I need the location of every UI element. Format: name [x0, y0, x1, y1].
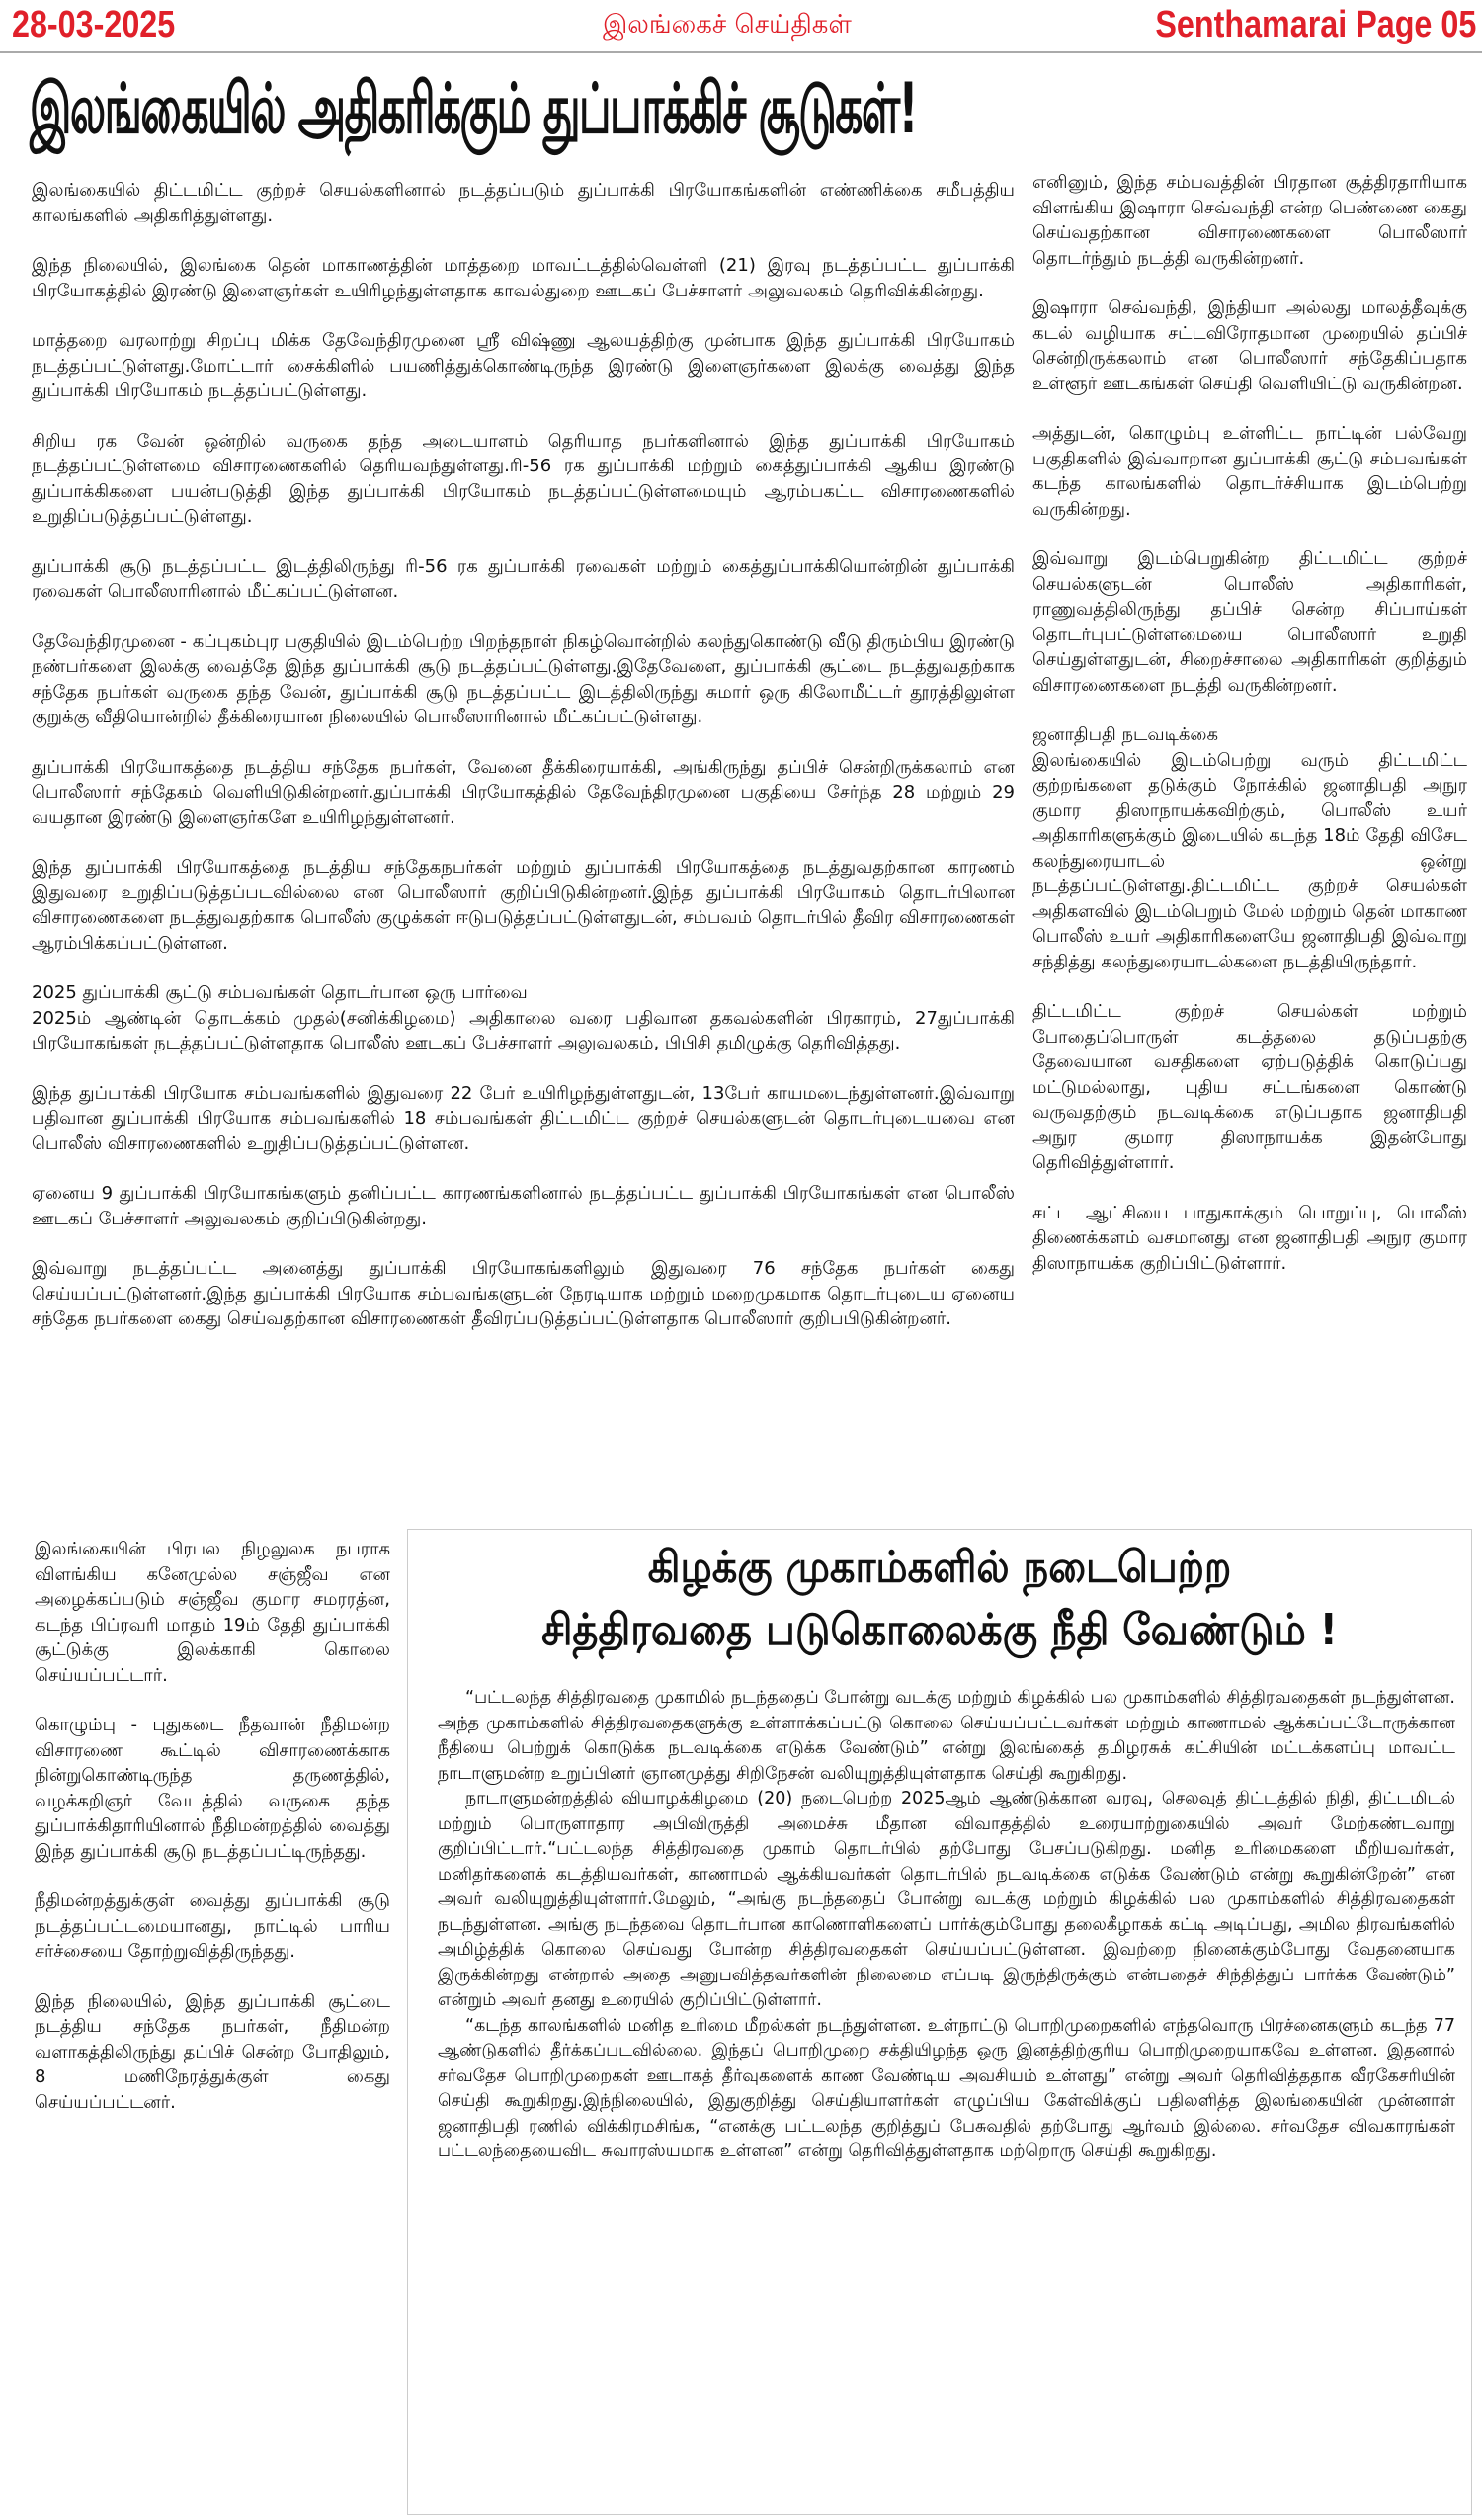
paragraph: மாத்தறை வரலாற்று சிறப்பு மிக்க தேவேந்திரமுனை ஸ்ரீ விஷ்ணு ஆலயத்திற்கு முன்பாக இந்த துப்பாக்கி பிரயோகம் நடத்தப்பட்டுள்ளது.மோட்டார் சைக்கிளில் பயணித்துக்கொண்டிருந்த இரண்டு இளைஞர்களை இலக்கு வைத்து இந்த துப்பாக்கி பிரயோகம் நடத்தப்பட்டுள்ளது.	[32, 330, 1015, 401]
paragraph: இஷாரா செவ்வந்தி, இந்தியா அல்லது மாலத்தீவுக்கு கடல் வழியாக சட்டவிரோதமான முறையில் தப்பிச் சென்றிருக்கலாம் என பொலீஸார் சந்தேகிப்பதாக உள்ளூர் ஊடகங்கள் செய்தி வெளியிட்டு வருகின்றன.	[1032, 297, 1467, 394]
lower-left-column-body	[35, 1537, 390, 2140]
paragraph: இந்த துப்பாக்கி பிரயோகத்தை நடத்திய சந்தேகநபர்கள் மற்றும் துப்பாக்கி பிரயோகத்தை நடத்துவதற்கான காரணம் இதுவரை உறுதிப்படுத்தப்படவில்லை என பொலீஸார் குறிப்பிடுகின்றனர்.இந்த துப்பாக்கி பிரயோகம் தொடர்பிலான விசாரணைகளை நடத்துவதற்காக பொலீஸ் குழுக்கள் ஈடுபடுத்தப்பட்டுள்ளதுடன், சம்பவம் தொடர்பில் தீவிர விசாரணைகள் ஆரம்பிக்கப்பட்டுள்ளன.	[32, 857, 1015, 954]
boxed-headline-line2: சித்திரவதை படுகொலைக்கு நீதி வேண்டும் !	[541, 1605, 1338, 1656]
paragraph: நீதிமன்றத்துக்குள் வைத்து துப்பாக்கி சூடு நடத்தப்பட்டமையானது, நாட்டில் பாரிய சர்ச்சையை தோற்றுவித்திருந்தது.	[35, 1890, 390, 1962]
main-headline: இலங்கையில் அதிகரிக்கும் துப்பாக்கிச் சூடுகள்!	[30, 69, 917, 150]
paragraph: சட்ட ஆட்சியை பாதுகாக்கும் பொறுப்பு, பொலீஸ் திணைக்களம் வசமானது என ஜனாதிபதி அநுர குமார திஸாநாயக்க குறிப்பிட்டுள்ளார்.	[1032, 1202, 1467, 1274]
paragraph: “பட்டலந்த சித்திரவதை முகாமில் நடந்ததைப் போன்று வடக்கு மற்றும் கிழக்கில் பல முகாம்களில் சித்திரவதைகள் நடந்துள்ளன. அந்த முகாம்களில் சித்திரவதைகளுக்கு உள்ளாக்கப்பட்டு கொலை செய்யப்பட்டவர்கள் மற்றும் காணாமல் ஆக்கப்பட்டோருக்கான நீதியை பெற்றுக் கொடுக்க நடவடிக்கை எடுக்க வேண்டும்” என்று இலங்கைத் தமிழரசுக் கட்சியின் மட்டக்களப்பு மாவட்ட நாடாளுமன்ற உறுப்பினர் ஞானமுத்து சிறிநேசன் வலியுறுத்தியுள்ளதாக செய்தி கூறுகிறது.	[438, 1688, 1455, 1784]
paper-page: Senthamarai Page 05	[1155, 4, 1476, 45]
paragraph: கொழும்பு - புதுகடை நீதவான் நீதிமன்ற விசாரணை கூட்டில் விசாரணைக்காக நின்றுகொண்டிருந்த தருணத்தில், வழக்கறிஞர் வேடத்தில் வருகை தந்த துப்பாக்கிதாரியினால் நீதிமன்றத்தில் வைத்து இந்த துப்பாக்கி சூடு நடத்தப்பட்டிருந்தது.	[35, 1715, 390, 1862]
paragraph: எனினும், இந்த சம்பவத்தின் பிரதான சூத்திரதாரியாக விளங்கிய இஷாரா செவ்வந்தி என்ற பெண்ணை கைது செய்வதற்கான விசாரணைகளை பொலீஸார் தொடர்ந்தும் நடத்தி வருகின்றனர்.	[1032, 172, 1467, 269]
section-title: இலங்கைச் செய்திகள்	[603, 10, 852, 40]
paragraph: இலங்கையில் திட்டமிட்ட குற்றச் செயல்களினால் நடத்தப்படும் துப்பாக்கி பிரயோகங்களின் எண்ணிக்கை சமீபத்திய காலங்களில் அதிகரித்துள்ளது.	[32, 180, 1015, 226]
paragraph: இலங்கையின் பிரபல நிழலுலக நபராக விளங்கிய கனேமுல்ல சஞ்ஜீவ என அழைக்கப்படும் சஞ்ஜீவ குமார சமரரத்ன, கடந்த பிப்ரவரி மாதம் 19ம் தேதி துப்பாக்கி சூட்டுக்கு இலக்காகி கொலை செய்யப்பட்டார்.	[35, 1539, 390, 1686]
right-column-body	[1032, 170, 1467, 1301]
paragraph: இந்த நிலையில், இலங்கை தென் மாகாணத்தின் மாத்தறை மாவட்டத்தில்வெள்ளி (21) இரவு நடத்தப்பட்ட துப்பாக்கி பிரயோகத்தில் இரண்டு இளைஞர்கள் உயிரிழந்துள்ளதாக காவல்துறை ஊடகப் பேச்சாளர் அலுவலகம் தெரிவிக்கின்றது.	[32, 255, 1015, 301]
page-header	[0, 0, 1482, 53]
paragraph: “கடந்த காலங்களில் மனித உரிமை மீறல்கள் நடந்துள்ளன. உள்நாட்டு பொறிமுறைகளில் எந்தவொரு பிரச்னைகளும் கடந்த 77 ஆண்டுகளில் தீர்க்கப்படவில்லை. இந்தப் பொறிமுறை சக்தியிழந்த ஒரு இனத்திற்குரிய பொறிமுறையாகவே உள்ளன. இதனால் சர்வதேச பொறிமுறைகள் ஊடாகத் தீர்வுகளைக் காண வேண்டிய அவசியம் உள்ளது” என்று அவர் தெரிவித்ததாக வீரகேசரியின் செய்தி கூறுகிறது.இந்நிலையில், இதுகுறித்து செய்தியாளர்கள் எழுப்பிய கேள்விக்குப் பதிலளித்த இலங்கையின் முன்னாள் ஜனாதிபதி ரணில் விக்கிரமசிங்க, “எனக்கு பட்டலந்த குறித்துப் பேசுவதில் தற்போது ஆர்வம் இல்லை. சர்வதேச விவகாரங்கள் பட்டலந்தையைவிட சுவாரஸ்யமாக உள்ளன” என்று தெரிவித்துள்ளதாக மற்றொரு செய்தி கூறுகிறது.	[438, 2015, 1455, 2161]
paragraph: இவ்வாறு இடம்பெறுகின்ற திட்டமிட்ட குற்றச் செயல்களுடன் பொலீஸ் அதிகாரிகள், ராணுவத்திலிருந்து தப்பிச் சென்ற சிப்பாய்கள் தொடர்புபட்டுள்ளமையை பொலீஸார் உறுதி செய்துள்ளதுடன், சிறைச்சாலை அதிகாரிகள் குறித்தும் விசாரணைகளை நடத்தி வருகின்றனர்.	[1032, 548, 1467, 696]
issue-date: 28-03-2025	[12, 4, 176, 45]
paragraph: 2025 துப்பாக்கி சூட்டு சம்பவங்கள் தொடர்பான ஒரு பார்வை 2025ம் ஆண்டின் தொடக்கம் முதல்(சனிக்கிழமை) அதிகாலை வரை பதிவான தகவல்களின் பிரகாரம், 27துப்பாக்கி பிரயோகங்கள் நடத்தப்பட்டுள்ளதாக பொலீஸ் ஊடகப் பேச்சாளர் அலுவலகம், பிபிசி தமிழுக்கு தெரிவித்தது.	[32, 982, 1015, 1053]
paragraph: நாடாளுமன்றத்தில் வியாழக்கிழமை (20) நடைபெற்ற 2025ஆம் ஆண்டுக்கான வரவு, செலவுத் திட்டத்தில் நிதி, திட்டமிடல் மற்றும் பொருளாதார அபிவிருத்தி அமைச்சு மீதான விவாதத்தில் உரையாற்றுகையில் அவர் மேற்கண்டவாறு குறிப்பிட்டார்.“பட்டலந்த சித்திரவதை முகாம் தொடர்பில் தற்போது பேசப்படுகிறது. மனித உரிமைகளை மீறியவர்கள், மனிதர்களைக் கடத்தியவர்கள், காணாமல் ஆக்கியவர்கள் தொடர்பில் நடவடிக்கை எடுக்க வேண்டும் என்று கூறுகின்றேன்” என அவர் வலியுறுத்தியுள்ளார்.மேலும், “அங்கு நடந்ததைப் போன்று வடக்கு மற்றும் கிழக்கில் பல முகாம்களில் சித்திரவதைகள் நடந்துள்ளன. அங்கு நடந்தவை தொடர்பான காணொளிகளைப் பார்க்கும்போது தலைகீழாகக் கட்டி அடிப்பது, அமில திரவங்களில் அமிழ்த்திக் கொலை செய்வது போன்ற சித்திரவதைகள் செய்யப்பட்டுள்ளன. இவற்றை நினைக்கும்போது வேதனையாக இருக்கின்றது என்றால் அதை அனுபவித்தவர்களின் நிலைமை எப்படி இருந்திருக்கும் என்பதைச் சிந்தித்துப் பார்க்க வேண்டும்” என்றும் அவர் தனது உரையில் குறிப்பிட்டுள்ளார்.	[438, 1789, 1455, 2010]
paragraph: திட்டமிட்ட குற்றச் செயல்கள் மற்றும் போதைப்பொருள் கடத்தலை தடுப்பதற்கு தேவையான வசதிகளை ஏற்படுத்திக் கொடுப்பது மட்டுமல்லாது, புதிய சட்டங்களை கொண்டு வருவதற்கும் நடவடிக்கை எடுப்பதாக ஜனாதிபதி அநுர குமார திஸாநாயக்க இதன்போது தெரிவித்துள்ளார்.	[1032, 1001, 1467, 1173]
paragraph: சிறிய ரக வேன் ஒன்றில் வருகை தந்த அடையாளம் தெரியாத நபர்களினால் இந்த துப்பாக்கி பிரயோகம் நடத்தப்பட்டுள்ளமை விசாரணைகளில் தெரியவந்துள்ளது.ரி-56 ரக துப்பாக்கி மற்றும் கைத்துப்பாக்கி ஆகிய இரண்டு துப்பாக்கிகளை பயன்படுத்தி இந்த துப்பாக்கி பிரயோகம் நடத்தப்பட்டுள்ளமையும் ஆரம்பகட்ட விசாரணைகளில் உறுதிப்படுத்தப்பட்டுள்ளது.	[32, 430, 1015, 527]
paragraph: இந்த நிலையில், இந்த துப்பாக்கி சூட்டை நடத்திய சந்தேக நபர்கள், நீதிமன்ற வளாகத்திலிருந்து தப்பிச் சென்ற போதிலும், 8 மணிநேரத்துக்குள் கைது செய்யப்பட்டனர்.	[35, 1990, 390, 2113]
paragraph: ஜனாதிபதி நடவடிக்கை இலங்கையில் இடம்பெற்று வரும் திட்டமிட்ட குற்றங்களை தடுக்கும் நோக்கில் ஜனாதிபதி அநுர குமார திஸாநாயக்கவிற்கும், பொலீஸ் உயர் அதிகாரிகளுக்கும் இடையில் கடந்த 18ம் தேதி விசேட கலந்துரையாடல் ஒன்று நடத்தப்பட்டுள்ளது.திட்டமிட்ட குற்றச் செயல்கள் அதிகளவில் இடம்பெறும் மேல் மற்றும் தென் மாகாண பொலீஸ் உயர் அதிகாரிகளையே ஜனாதிபதி இவ்வாறு சந்தித்து கலந்துரையாடல்களை நடத்தியிருந்தார்.	[1032, 724, 1467, 972]
paragraph: துப்பாக்கி சூடு நடத்தப்பட்ட இடத்திலிருந்து ரி-56 ரக துப்பாக்கி ரவைகள் மற்றும் கைத்துப்பாக்கியொன்றின் துப்பாக்கி ரவைகள் பொலீஸாரினால் மீட்கப்பட்டுள்ளன.	[32, 555, 1015, 602]
paragraph: இந்த துப்பாக்கி பிரயோக சம்பவங்களில் இதுவரை 22 பேர் உயிரிழந்துள்ளதுடன், 13பேர் காயமடைந்துள்ளனர்.இவ்வாறு பதிவான துப்பாக்கி பிரயோக சம்பவங்களில் 18 சம்பவங்கள் திட்டமிட்ட குற்றச் செயல்களுடன் தொடர்புடையவை என பொலீஸ் விசாரணைகளில் உறுதிப்படுத்தப்பட்டுள்ளன.	[32, 1082, 1015, 1154]
paragraph: தேவேந்திரமுனை - கப்புகம்புர பகுதியில் இடம்பெற்ற பிறந்தநாள் நிகழ்வொன்றில் கலந்துகொண்டு வீடு திரும்பிய இரண்டு நண்பர்களை இலக்கு வைத்தே இந்த துப்பாக்கி சூடு நடத்தப்பட்டுள்ளது.இதேவேளை, துப்பாக்கி சூட்டை நடத்துவதற்காக சந்தேக நபர்கள் வருகை தந்த வேன், துப்பாக்கி சூடு நடத்தப்பட்ட இடத்திலிருந்து சுமார் ஒரு கிலோமீட்டர் தூரத்திலுள்ள குறுக்கு வீதியொன்றில் தீக்கிரையான நிலையில் பொலீஸாரினால் மீட்கப்பட்டுள்ளது.	[32, 630, 1015, 727]
boxed-headline-line1: கிழக்கு முகாம்களில் நடைபெற்ற	[647, 1542, 1232, 1593]
paragraph: துப்பாக்கி பிரயோகத்தை நடத்திய சந்தேக நபர்கள், வேனை தீக்கிரையாக்கி, அங்கிருந்து தப்பிச் சென்றிருக்கலாம் என பொலீஸார் சந்தேகம் வெளியிடுகின்றனர்.துப்பாக்கி பிரயோகத்தில் தேவேந்திரமுனை பகுதியை சேர்ந்த 28 மற்றும் 29 வயதான இரண்டு இளைஞர்களே உயிரிழந்துள்ளனர்.	[32, 756, 1015, 828]
paragraph: அத்துடன், கொழும்பு உள்ளிட்ட நாட்டின் பல்வேறு பகுதிகளில் இவ்வாறான துப்பாக்கி சூட்டு சம்பவங்கள் கடந்த காலங்களில் தொடர்ச்சியாக இடம்பெற்று வருகின்றது.	[1032, 423, 1467, 520]
paragraph: ஏனைய 9 துப்பாக்கி பிரயோகங்களும் தனிப்பட்ட காரணங்களினால் நடத்தப்பட்ட துப்பாக்கி பிரயோகங்கள் என பொலீஸ் ஊடகப் பேச்சாளர் அலுவலகம் குறிப்பிடுகின்றது.	[32, 1183, 1015, 1229]
paragraph: இவ்வாறு நடத்தப்பட்ட அனைத்து துப்பாக்கி பிரயோகங்களிலும் இதுவரை 76 சந்தேக நபர்கள் கைது செய்யப்பட்டுள்ளனர்.இந்த துப்பாக்கி பிரயோக சம்பவங்களுடன் நேரடியாக மற்றும் மறைமுகமாக தொடர்புடைய ஏனைய சந்தேக நபர்களை கைது செய்வதற்கான விசாரணைகள் தீவிரப்படுத்தப்பட்டுள்ளதாக பொலீஸார் குறிபபிடுகின்றனர்.	[32, 1258, 1015, 1329]
boxed-article-body	[438, 1686, 1455, 2165]
main-article-body	[32, 178, 1015, 1357]
boxed-headline	[408, 1536, 1471, 1662]
boxed-article	[407, 1529, 1472, 2515]
